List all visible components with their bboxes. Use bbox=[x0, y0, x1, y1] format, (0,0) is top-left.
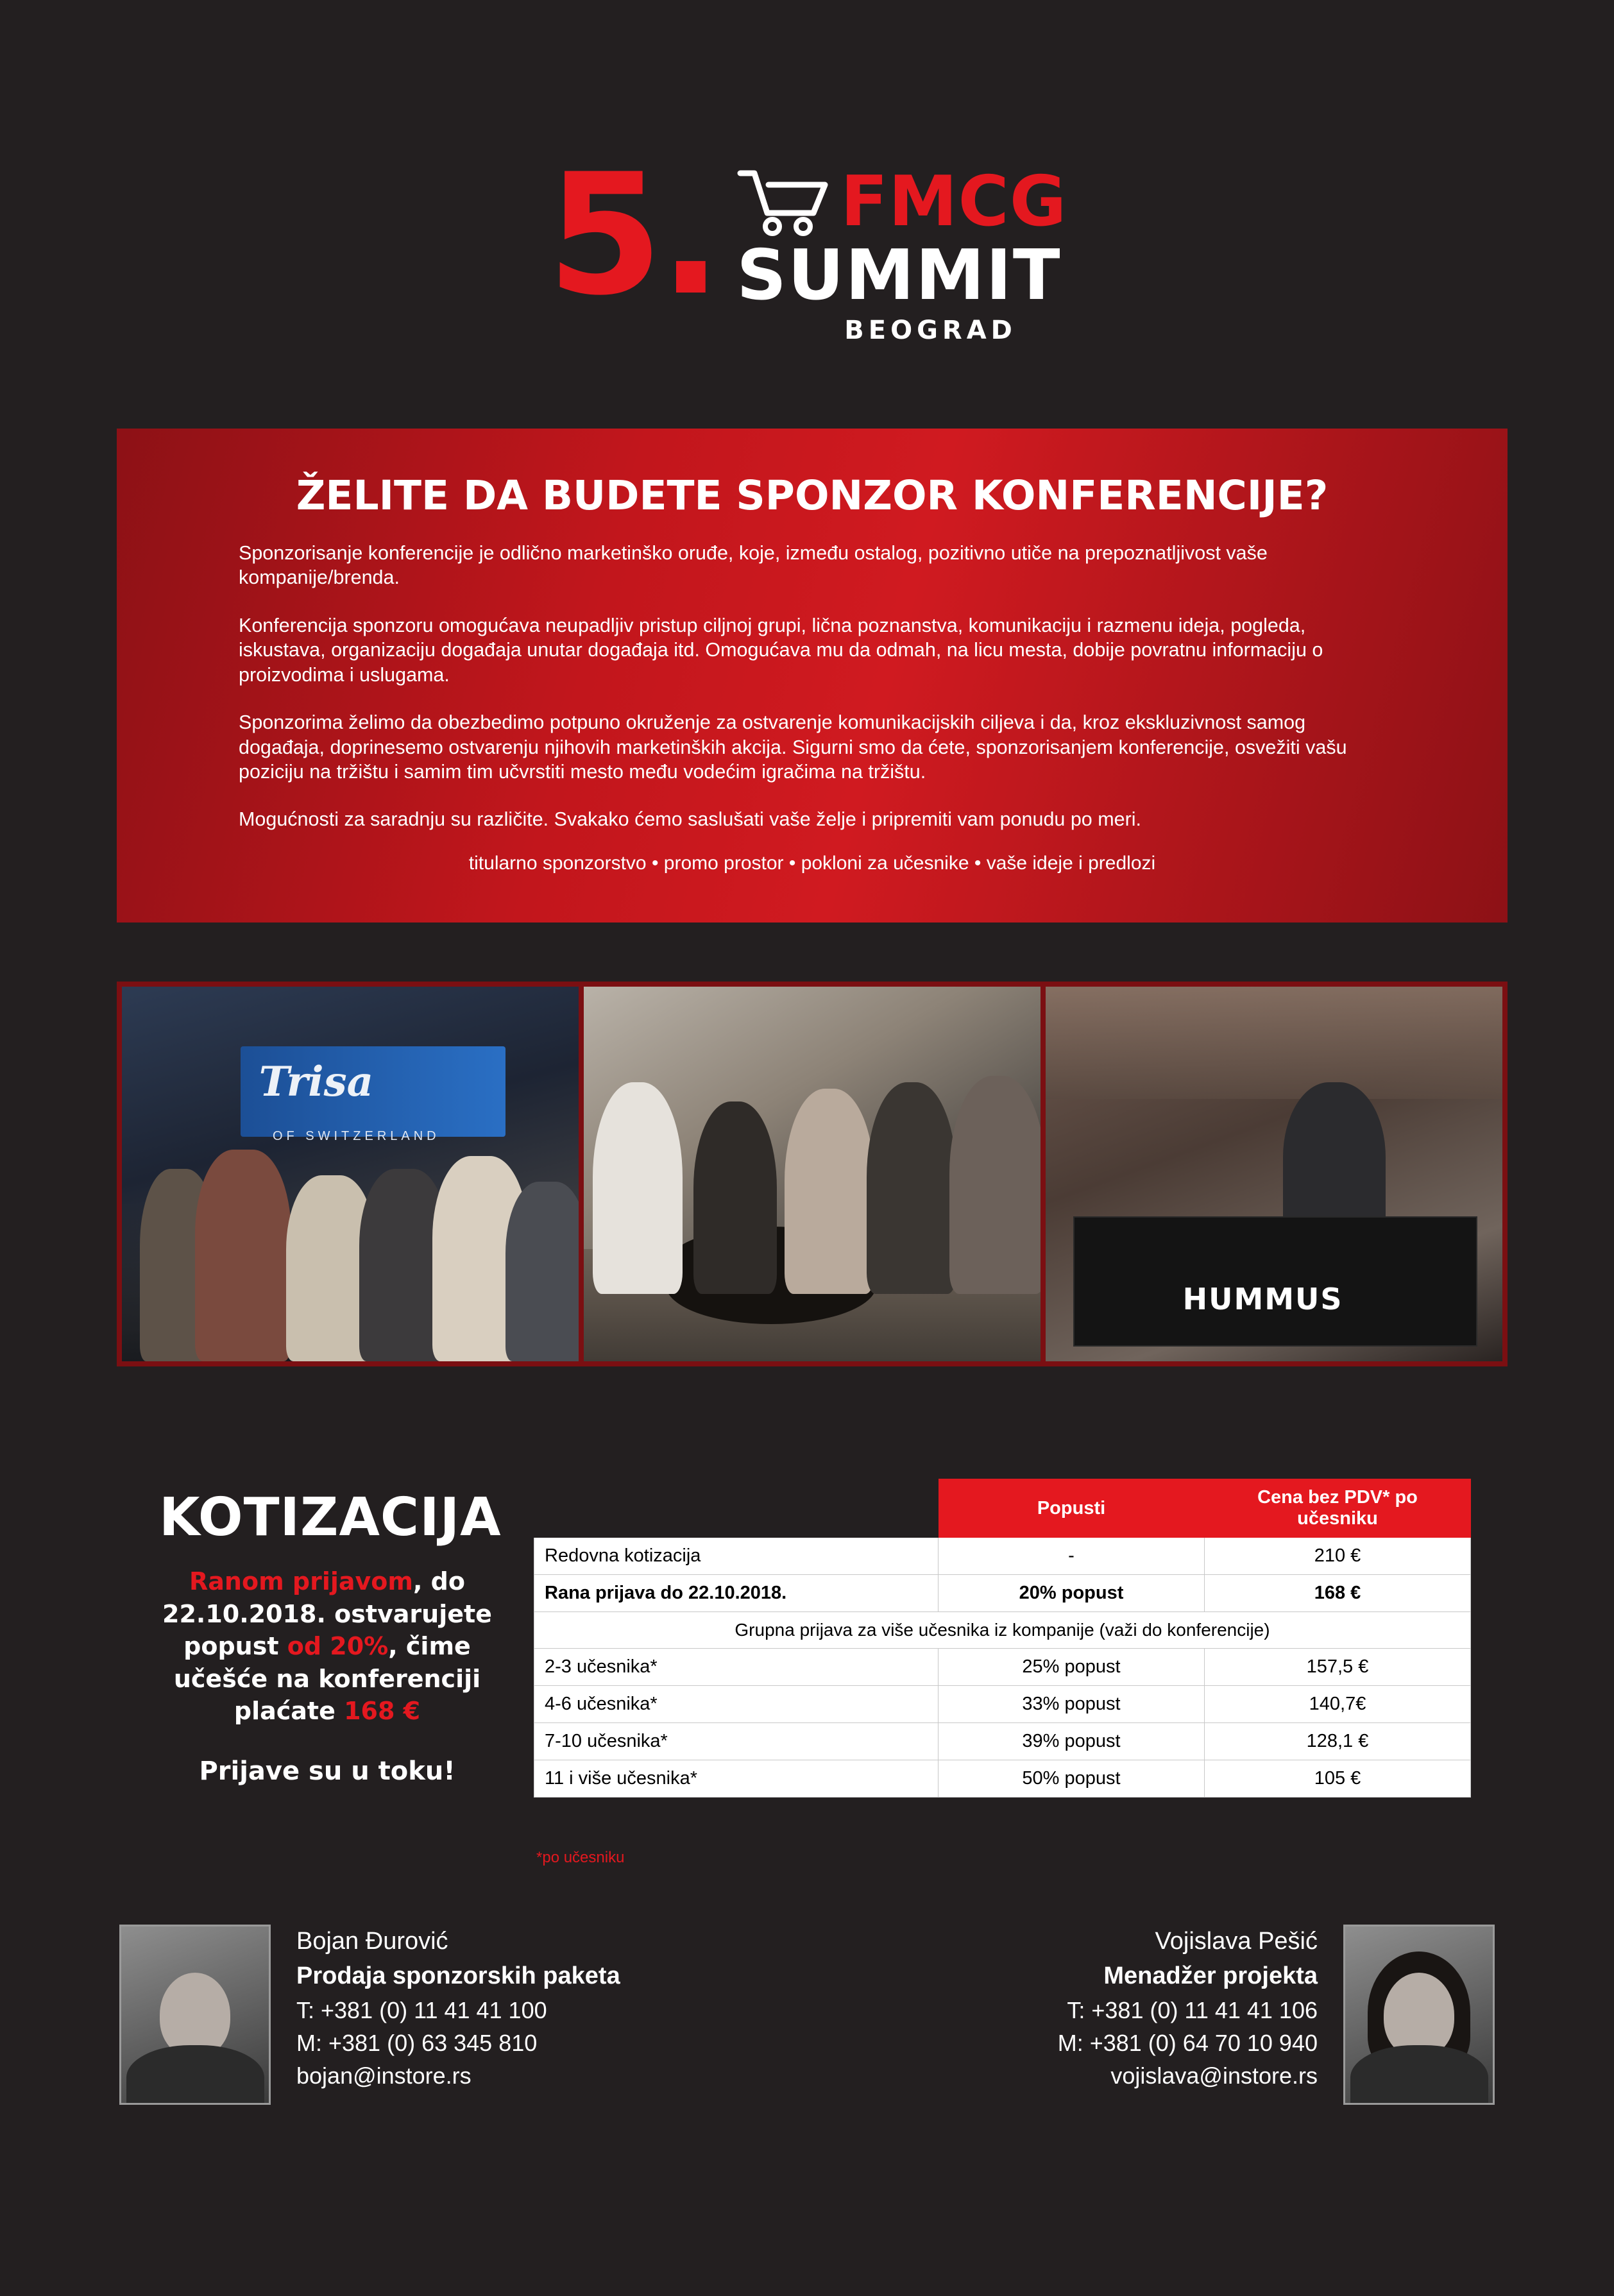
row-name: Rana prijava do 22.10.2018. bbox=[534, 1575, 939, 1612]
row-price: 157,5 € bbox=[1205, 1649, 1471, 1686]
blurb-part-2: , do 22.10.2018. ostvarujete popust bbox=[162, 1567, 492, 1661]
group-label: Grupna prijava za više učesnika iz kompanije (važi do konferencije) bbox=[534, 1612, 1471, 1649]
table-header-blank bbox=[534, 1479, 939, 1538]
table-row bbox=[534, 1723, 1471, 1760]
row-discount: 25% popust bbox=[939, 1649, 1205, 1686]
row-discount: - bbox=[939, 1538, 1205, 1575]
contact-role: Prodaja sponzorskih paketa bbox=[296, 1962, 620, 1989]
table-row bbox=[534, 1760, 1471, 1798]
kotizacija-blurb bbox=[148, 1565, 507, 1789]
row-name: 7-10 učesnika* bbox=[534, 1723, 939, 1760]
kotizacija-title: KOTIZACIJA bbox=[159, 1487, 502, 1549]
contact-phone: T: +381 (0) 11 41 41 100 bbox=[296, 1996, 547, 2023]
contact-phone: T: +381 (0) 11 41 41 106 bbox=[1067, 1996, 1318, 2023]
blurb-part-4: , čime učešće na konferenciji plaćate bbox=[173, 1632, 481, 1726]
row-discount: 33% popust bbox=[939, 1686, 1205, 1723]
table-header-discounts: Popusti bbox=[939, 1479, 1205, 1538]
blurb-discount: od 20% bbox=[287, 1632, 389, 1661]
kotizacija-cta: Prijave su u toku! bbox=[199, 1756, 455, 1786]
avatar bbox=[119, 1925, 271, 2105]
logo-summit-text: SUMMIT bbox=[736, 235, 1062, 316]
contact-card-project-manager bbox=[1058, 1925, 1495, 2105]
contact-name: Vojislava Pešić bbox=[1155, 1928, 1318, 1955]
sponsor-paragraph-1: Sponzorisanje konferencije je odlično marketinško oruđe, koje, između ostalog, pozitivno utiče na prepoznatljivost vaše kompanije/brenda. bbox=[239, 542, 1268, 589]
table-header-price: Cena bez PDV* po učesniku bbox=[1205, 1479, 1471, 1538]
table-row bbox=[534, 1686, 1471, 1723]
sponsor-paragraph-2: Konferencija sponzoru omogućava neupadljiv pristup ciljnoj grupi, lična poznanstva, komunikaciju i razmenu ideja, pogleda, iskustava, organizaciju događaja unutar događaja itd. Omogućava mu da odmah, na licu mesta, dobije povratnu informaciju o proizvodima i uslugama. bbox=[239, 614, 1323, 686]
sponsor-panel bbox=[117, 429, 1508, 923]
blurb-price: 168 € bbox=[344, 1697, 421, 1726]
shopping-cart-icon bbox=[736, 167, 833, 237]
contact-mobile: M: +381 (0) 64 70 10 940 bbox=[1057, 2030, 1318, 2057]
blurb-early-registration: Ranom prijavom bbox=[189, 1567, 413, 1595]
row-price: 168 € bbox=[1205, 1575, 1471, 1612]
row-discount: 20% popust bbox=[939, 1575, 1205, 1612]
row-discount: 39% popust bbox=[939, 1723, 1205, 1760]
logo-edition-number: 5. bbox=[547, 139, 719, 332]
sponsor-paragraph-4: Mogućnosti za saradnju su različite. Svakako ćemo saslušati vaše želje i pripremiti vam ponudu po meri. bbox=[239, 808, 1142, 831]
row-price: 140,7€ bbox=[1205, 1686, 1471, 1723]
pricing-table bbox=[534, 1479, 1471, 1798]
sponsor-headline: ŽELITE DA BUDETE SPONZOR KONFERENCIJE? bbox=[296, 472, 1329, 519]
contact-role: Menadžer projekta bbox=[1103, 1962, 1318, 1989]
contact-card-sales bbox=[119, 1925, 620, 2105]
contact-name: Bojan Đurović bbox=[296, 1928, 448, 1955]
row-discount: 50% popust bbox=[939, 1760, 1205, 1798]
row-name: Redovna kotizacija bbox=[534, 1538, 939, 1575]
logo-fmcg-text: FMCG bbox=[840, 162, 1067, 242]
conference-booth-photo bbox=[122, 987, 579, 1361]
exhibition-visitors-photo bbox=[584, 987, 1041, 1361]
row-price: 105 € bbox=[1205, 1760, 1471, 1798]
photo-1-caption: Trisa bbox=[259, 1057, 374, 1106]
table-row bbox=[534, 1538, 1471, 1575]
sponsor-perks-list: titularno sponzorstvo • promo prostor • pokloni za učesnike • vaše ideje i predlozi bbox=[468, 852, 1156, 874]
photo-3-caption: HUMMUS bbox=[1182, 1281, 1343, 1316]
contact-email[interactable]: vojislava@instore.rs bbox=[1110, 2062, 1318, 2089]
row-name: 11 i više učesnika* bbox=[534, 1760, 939, 1798]
sponsor-paragraph-3: Sponzorima želimo da obezbedimo potpuno okruženje za ostvarenje komunikacijskih ciljeva i da, kroz ekskluzivnost samog događaja, doprinesemo ostvarenju njihovih marketinških akcija. Sigurni smo da ćete, sponzorisanjem konferencije, osvežiti vašu poziciju na tržištu i samim tim učvrstiti mesto među vodećim igračima na tržištu. bbox=[239, 711, 1347, 783]
table-row bbox=[534, 1649, 1471, 1686]
logo-block bbox=[0, 139, 1614, 345]
table-row bbox=[534, 1575, 1471, 1612]
photo-1-subcaption: OF SWITZERLAND bbox=[272, 1128, 440, 1143]
product-stand-photo bbox=[1046, 987, 1502, 1361]
contact-mobile: M: +381 (0) 63 345 810 bbox=[296, 2030, 538, 2057]
photo-strip bbox=[117, 982, 1508, 1366]
logo-beograd-text: BEOGRAD bbox=[844, 316, 1017, 345]
table-header-row bbox=[534, 1479, 1471, 1538]
table-group-header-row bbox=[534, 1612, 1471, 1649]
row-price: 210 € bbox=[1205, 1538, 1471, 1575]
avatar bbox=[1343, 1925, 1495, 2105]
table-footnote: *po učesniku bbox=[536, 1849, 625, 1866]
row-name: 2-3 učesnika* bbox=[534, 1649, 939, 1686]
row-price: 128,1 € bbox=[1205, 1723, 1471, 1760]
contact-email[interactable]: bojan@instore.rs bbox=[296, 2062, 471, 2089]
row-name: 4-6 učesnika* bbox=[534, 1686, 939, 1723]
